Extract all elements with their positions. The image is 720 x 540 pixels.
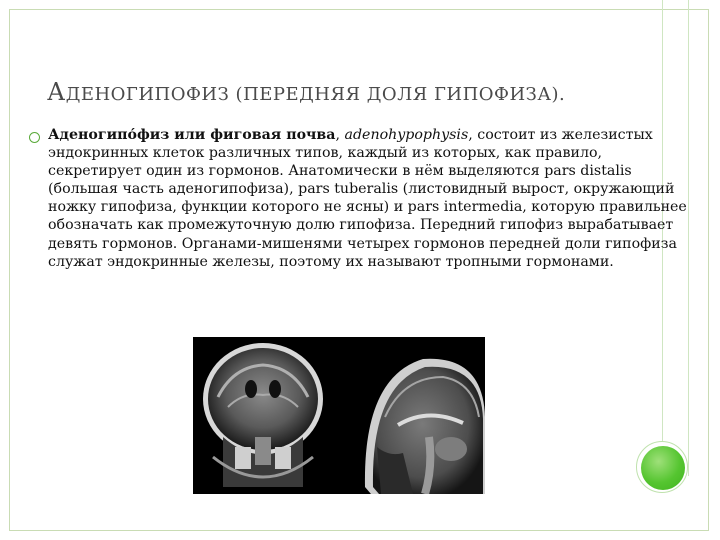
comma: , [335, 127, 345, 143]
mri-image [193, 337, 485, 494]
latin-term: adenohypophysis [344, 127, 469, 143]
title-rest: ДЕНОГИПОФИЗ (ПЕРЕДНЯЯ ДОЛЯ ГИПОФИЗА). [65, 84, 566, 105]
slide-title [47, 78, 565, 106]
decor-line [688, 0, 689, 476]
mri-scans-picture [193, 337, 485, 494]
decor-circle [641, 446, 685, 490]
body-paragraph [48, 126, 688, 271]
bullet-icon [29, 132, 40, 143]
title-initial: А [47, 78, 66, 106]
term-bold: Аденогипо́физ или фиговая почва [48, 127, 336, 143]
paragraph-rest: , состоит из железистых эндокринных клеток различных типов, каждый из которых, как правило, секретирует один из гормонов. Анатомически в нём выделяются pars distalis (большая часть аденогипофиза), pars tuberalis (листовидный вырост, окружающий ножку гипофиза, функции которого не ясны) и pars intermedia, которую правильнее обозначать как промежуточную долю гипофиза. Передний гипофиз вырабатывает девять гормонов. Органами-мишенями четырех гормонов передней доли гипофиза служат эндокринные железы, поэтому их называют тропными гормонами. [48, 127, 687, 270]
